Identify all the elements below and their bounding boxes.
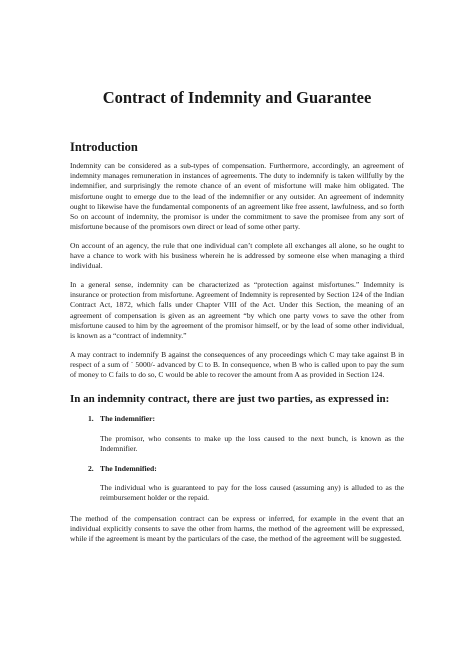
section-heading-introduction: Introduction <box>70 140 138 154</box>
list-item-heading <box>88 464 404 474</box>
paragraph: The method of the compensation contract can be express or inferred, for example in the event that an individual explicitly consents to save the other from harms, the method of the agreement will be expressed, while if the agreement is meant by the particulars of the case, the method of the agreement will be suggested. <box>70 513 404 543</box>
document-title: Contract of Indemnity and Guarantee <box>102 88 372 107</box>
list-item-number: 1. <box>88 414 94 424</box>
paragraph: In a general sense, indemnity can be characterized as “protection against misfortunes.” Indemnity is insurance or protection from misfortune. Agreement of Indemnity is represented by Section 124 of the Indian Contract Act, 1872, which falls under Chapter VIII of the Act. Under this Section, the meaning of an agreement of compensation is given as an agreement “by which one party vows to save the other from misfortune caused to him by the agreement of the promisor himself, or by the lead of some other individual, is known as a “contract of indemnity.” <box>70 280 404 341</box>
section-heading-parties: In an indemnity contract, there are just two parties, as expressed in: <box>70 393 390 406</box>
list-item-title: The Indemnified: <box>100 463 157 473</box>
list-item-heading <box>88 414 404 424</box>
list-item-description: The individual who is guaranteed to pay for the loss caused (assuming any) is alluded to as the reimbursement holder or the repaid. <box>100 483 404 503</box>
paragraph: A may contract to indemnify B against the consequences of any proceedings which C may take against B in respect of a sum of ` 5000/- advanced by C to B. In consequence, when B who is called upon to pay the sum of money to C fails to do so, C would be able to recover the amount from A as provided in Section 124. <box>70 349 404 380</box>
list-item-title: The indemnifier: <box>100 414 156 424</box>
paragraph: On account of an agency, the rule that one individual can’t complete all exchanges all alone, so he ought to have a chance to work with his business wherein he is addressed by someone else when managing a third individual. <box>70 240 404 271</box>
list-item-description: The promisor, who consents to make up the loss caused to the next bunch, is known as the Indemnifier. <box>100 433 404 453</box>
list-item-number: 2. <box>88 463 94 473</box>
paragraph: Indemnity can be considered as a sub-types of compensation. Furthermore, accordingly, an agreement of indemnity manages remuneration in instances of agreements. The duty to indemnify is taken willfully by the indemnifier, and surprisingly the remote chance of an event of misfortune will make him obligated. The misfortune ought to emerge due to the lead of the indemnifier or any outsider. An agreement of indemnity ought to likewise have the fundamental components of an agreement like free assent, lawfulness, and so forth So on account of indemnity, the promisor is under the commitment to save the promisee from any sort of misfortune because of the promisors own direct or lead of some other party. <box>70 161 404 232</box>
